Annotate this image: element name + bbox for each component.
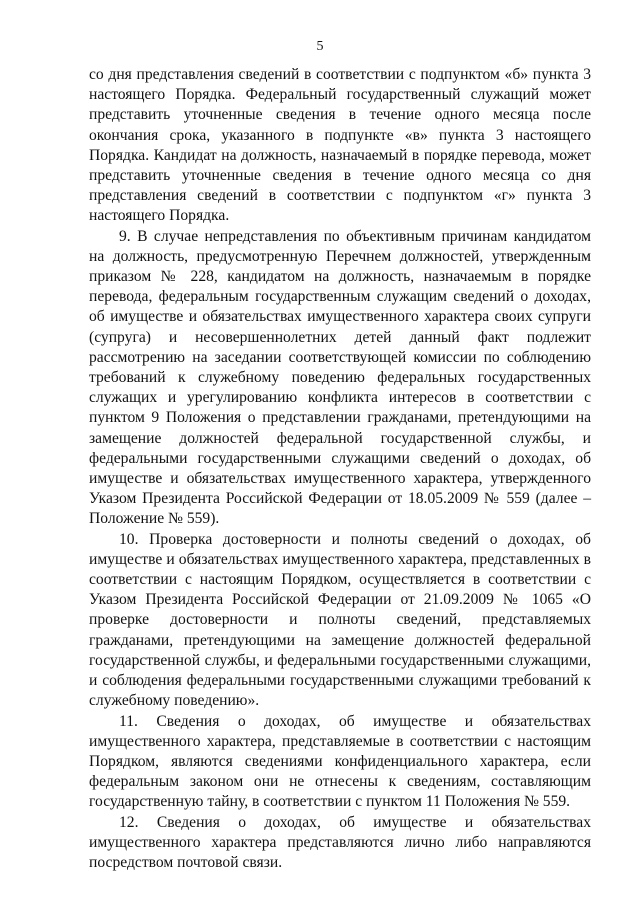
document-body xyxy=(89,65,591,873)
paragraph-item-9: 9. В случае непредставления по объективным причинам кандидатом на должность, предусмотренную Перечнем должностей, утвержденным приказом № 228, кандидатом на должность, назначаемым в порядке перевода, федеральным государственным служащим сведений о доходах, об имуществе и обязательствах имущественного характера своих супруги (супруга) и несовершеннолетних детей данный факт подлежит рассмотрению на заседании соответствующей комиссии по соблюдению требований к служебному поведению федеральных государственных служащих и урегулированию конфликта интересов в соответствии с пунктом 9 Положения о представлении гражданами, претендующими на замещение должностей федеральной государственной службы, и федеральными государственными служащими сведений о доходах, об имуществе и обязательствах имущественного характера, утвержденного Указом Президента Российской Федерации от 18.05.2009 № 559 (далее – Положение № 559). xyxy=(89,227,591,528)
paragraph-item-12: 12. Сведения о доходах, об имуществе и обязательствах имущественного характера представляются лично либо направляются посредством почтовой связи. xyxy=(89,813,591,871)
paragraph-continuation: со дня представления сведений в соответствии с подпунктом «б» пункта 3 настоящего Порядка. Федеральный государственный служащий может представить уточненные сведения в течение одного месяца после окончания срока, указанного в подпункте «в» пункта 3 настоящего Порядка. Кандидат на должность, назначаемый в порядке перевода, может представить уточненные сведения в течение одного месяца со дня представления сведений в соответствии с подпунктом «г» пункта 3 настоящего Порядка. xyxy=(89,66,591,225)
paragraph-item-10: 10. Проверка достоверности и полноты сведений о доходах, об имуществе и обязательствах имущественного характера, представленных в соответствии с настоящим Порядком, осуществляется в соответствии с Указом Президента Российской Федерации от 21.09.2009 № 1065 «О проверке достоверности и полноты сведений, представляемых гражданами, претендующими на замещение должностей федеральной государственной службы, и федеральными государственными служащими, и соблюдения федеральными государственными служащими требований к служебному поведению». xyxy=(89,530,591,710)
paragraph-item-11: 11. Сведения о доходах, об имуществе и обязательствах имущественного характера, представляемые в соответствии с настоящим Порядком, являются сведениями конфиденциального характера, если федеральным законом они не отнесены к сведениям, составляющим государственную тайну, в соответствии с пунктом 11 Положения № 559. xyxy=(89,712,591,811)
page-number: 5 xyxy=(316,39,324,54)
